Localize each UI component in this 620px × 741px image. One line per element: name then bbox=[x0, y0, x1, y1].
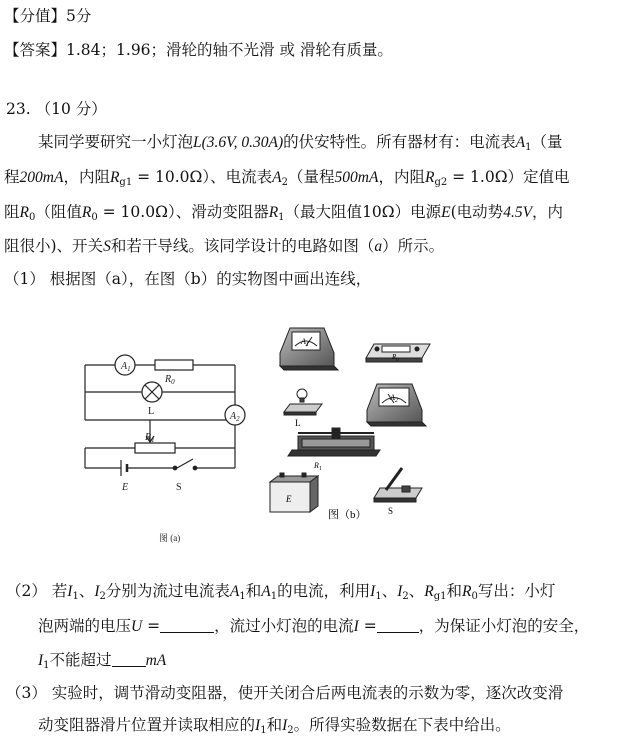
ammeter-a1-device bbox=[280, 328, 338, 370]
ammeter-a2-device bbox=[367, 384, 426, 426]
question-heading bbox=[6, 99, 107, 119]
svg-text:E: E bbox=[286, 494, 292, 504]
svg-text:L: L bbox=[295, 418, 301, 428]
svg-text:R1: $R_1$ bbox=[314, 461, 322, 472]
figure-b-apparatus bbox=[262, 318, 442, 526]
lamp-l-device bbox=[284, 389, 322, 415]
rheostat-r1-symbol bbox=[135, 443, 175, 453]
switch-s-symbol bbox=[177, 459, 193, 468]
svg-text:S: S bbox=[388, 506, 394, 516]
question-number: 23. bbox=[6, 100, 31, 118]
question-points: （10 分） bbox=[35, 100, 107, 118]
svg-text:R0: $R_0$ bbox=[165, 374, 175, 386]
part3-line-1: （3） 实验时，调节滑动变阻器，使开关闭合后两电流表的示数为零，逐次改变滑 bbox=[6, 684, 564, 702]
svg-text:R0: $R_0$ bbox=[392, 353, 399, 363]
answer-label: 【答案】 bbox=[4, 41, 67, 59]
svg-text:E: E bbox=[122, 482, 129, 493]
voltage-answer-blank[interactable] bbox=[160, 618, 214, 633]
svg-text:S: S bbox=[176, 482, 182, 493]
score-line bbox=[4, 6, 91, 26]
part3-line-2: 动变阻器滑片位置并读取相应的$I_1$和$I_2$。所得实验数据在下表中给出。 bbox=[38, 716, 511, 736]
svg-text:A1: $A_1$ bbox=[121, 361, 131, 373]
figure-a-circuit bbox=[75, 340, 250, 555]
svg-text:R1: $R_1$ bbox=[145, 432, 155, 444]
svg-text:L: L bbox=[148, 406, 155, 417]
switch-s-device bbox=[374, 468, 422, 502]
part2-line-1: （2） 若$I_1$、$I_2$分别为流过电流表$A_1$和$A_1$的电流，利用$I_1$、$I_2$、$R_{g1}$和$R_0$写出：小灯 bbox=[6, 582, 556, 602]
rheostat-r1-device bbox=[288, 428, 380, 456]
svg-text:A2: $A_2$ bbox=[390, 393, 398, 404]
figure-b-caption: 图（b） bbox=[328, 509, 367, 521]
answer-line bbox=[4, 40, 393, 60]
current-answer-blank[interactable] bbox=[377, 618, 419, 633]
part2-line-2: 泡两端的电压U = ，流过小灯泡的电流I = ，为保证小灯泡的安全， bbox=[38, 617, 590, 635]
score-label: 【分值】 bbox=[4, 7, 67, 25]
intro-line-1: 某同学要研究一小灯泡L(3.6V, 0.30A)的伏安特性。所有器材有：电流表$A_1$（量 bbox=[38, 133, 563, 153]
svg-text:A1: $A_1$ bbox=[301, 337, 309, 348]
answer-text: 1.84；1.96；滑轮的轴不光滑 或 滑轮有质量。 bbox=[66, 41, 393, 59]
intro-line-3: 阻$R_0$（阻值$R_0 = 10.0\Omega$）、滑动变阻器$R_1$（最大阻值10Ω）电源E(电动势4.5V，内 bbox=[4, 203, 564, 223]
part1-text: （1） 根据图（a），在图（b）的实物图中画出连线， bbox=[4, 270, 372, 288]
intro-line-4: 阻很小)、开关S和若干导线。该同学设计的电路如图（a）所示。 bbox=[4, 237, 445, 255]
svg-text:A2: $A_2$ bbox=[230, 411, 240, 423]
intro-line-2: 程200mA，内阻$R_{g1} = 10.0\Omega$）、电流表$A_2$（量程500mA，内阻$R_{g2} = 1.0\Omega$）定值电 bbox=[4, 168, 570, 188]
figure-a-caption: 图 (a) bbox=[159, 533, 181, 543]
resistor-r0-symbol bbox=[155, 360, 193, 370]
max-current-answer-blank[interactable] bbox=[112, 652, 146, 667]
battery-e-device bbox=[270, 473, 318, 512]
part2-line-3: $I_1$不能超过 mA bbox=[38, 651, 167, 671]
score-value: 5分 bbox=[66, 7, 92, 25]
